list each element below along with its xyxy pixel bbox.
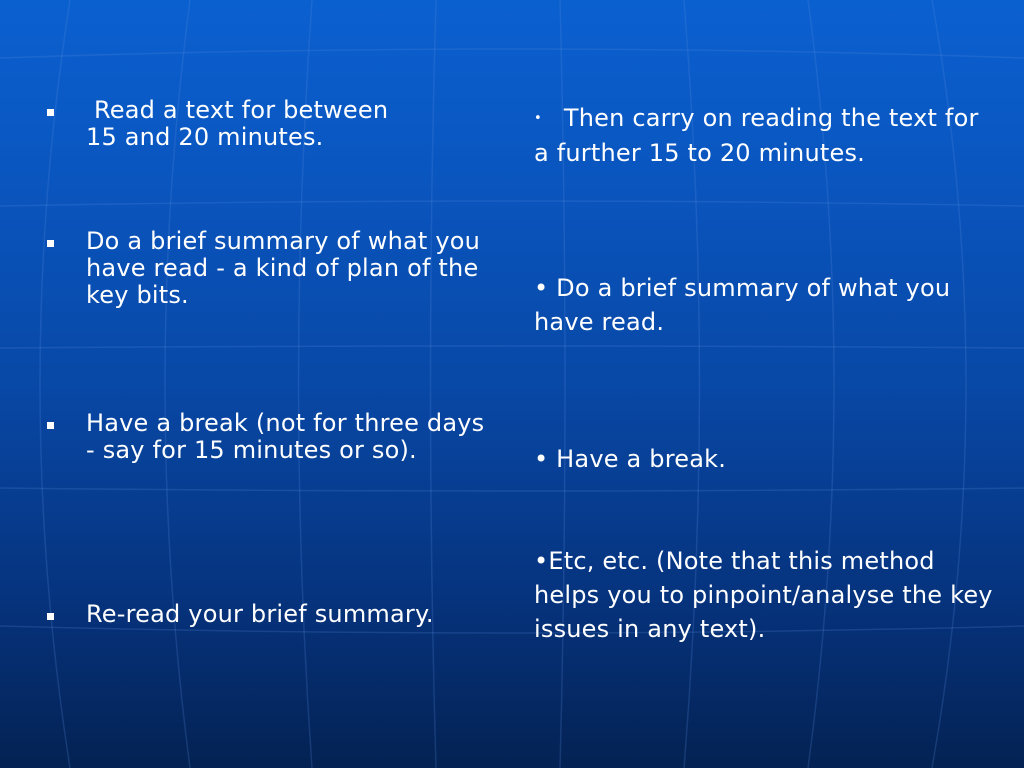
left-item-text-rest: 15 and 20 minutes.: [86, 123, 324, 151]
left-item-text-line1: Read a text for between: [94, 96, 389, 124]
right-bullet-item: [534, 442, 999, 476]
left-bullet-item: [86, 601, 486, 628]
right-item-text: Then carry on reading the text for a further 15 to 20 minutes.: [534, 104, 979, 167]
right-item-text: •Etc, etc. (Note that this method helps you to pinpoint/analyse the key issues in any text).: [534, 547, 993, 643]
square-bullet-icon: [47, 422, 54, 429]
left-bullet-item: [86, 410, 486, 464]
right-bullet-item: [534, 271, 999, 339]
square-bullet-icon: [47, 109, 54, 116]
right-item-text: • Have a break.: [534, 445, 727, 473]
left-bullet-item: [86, 97, 486, 151]
left-item-text: Re-read your brief summary.: [86, 600, 434, 628]
right-bullet-item: [534, 101, 999, 170]
left-item-text: Have a break (not for three days - say for 15 minutes or so).: [86, 409, 485, 464]
left-bullet-item: [86, 228, 486, 309]
square-bullet-icon: [47, 240, 54, 247]
right-item-text: • Do a brief summary of what you have read.: [534, 274, 951, 336]
square-bullet-icon: [47, 613, 54, 620]
left-item-text: Do a brief summary of what you have read - a kind of plan of the key bits.: [86, 227, 481, 309]
dot-bullet-icon: •: [534, 111, 542, 126]
right-bullet-item: [534, 544, 999, 646]
